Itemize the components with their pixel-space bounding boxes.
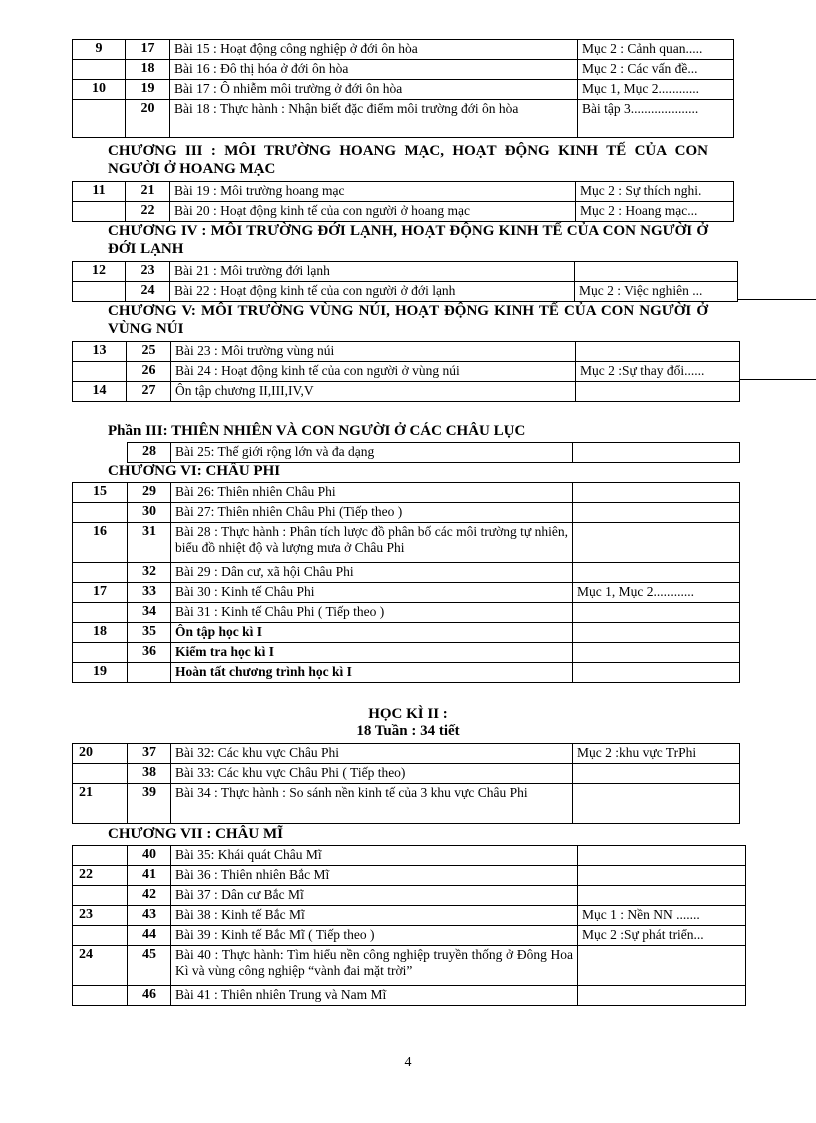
lesson-cell: Bài 30 : Kinh tế Châu Phi xyxy=(171,583,573,603)
period-cell: 17 xyxy=(126,40,170,60)
schedule-table-6 xyxy=(72,482,740,683)
lesson-cell: Bài 27: Thiên nhiên Châu Phi (Tiếp theo ) xyxy=(171,503,573,523)
lesson-cell: Bài 29 : Dân cư, xã hội Châu Phi xyxy=(171,563,573,583)
period-cell: 29 xyxy=(128,483,171,503)
lesson-cell: Bài 39 : Kinh tế Bắc Mĩ ( Tiếp theo ) xyxy=(171,926,578,946)
table-row xyxy=(73,946,746,986)
chapter-heading: CHƯƠNG VII : CHÂU MĨ xyxy=(108,826,283,842)
week-cell xyxy=(73,846,128,866)
chapter-heading: CHƯƠNG IV : MÔI TRƯỜNG ĐỚI LẠNH, HOẠT ĐỘNG KINH TẾ CỦA CON NGƯỜI Ở ĐỚI LẠNH xyxy=(108,223,708,257)
week-cell: 19 xyxy=(73,663,128,683)
lesson-cell: Bài 25: Thế giới rộng lớn và đa dạng xyxy=(171,443,573,463)
week-cell xyxy=(73,503,128,523)
lesson-cell: Bài 24 : Hoạt động kinh tế của con người ở vùng núi xyxy=(171,362,576,382)
week-cell xyxy=(73,100,126,138)
period-cell: 33 xyxy=(128,583,171,603)
table-row xyxy=(73,40,734,60)
note-cell xyxy=(575,262,738,282)
lesson-cell: Bài 32: Các khu vực Châu Phi xyxy=(171,744,573,764)
period-cell: 28 xyxy=(128,443,171,463)
lesson-cell: Bài 33: Các khu vực Châu Phi ( Tiếp theo) xyxy=(171,764,573,784)
note-cell xyxy=(573,443,740,463)
table-row xyxy=(73,60,734,80)
note-cell xyxy=(578,986,746,1006)
lesson-cell: Bài 34 : Thực hành : So sánh nền kinh tế của 3 khu vực Châu Phi xyxy=(171,784,573,824)
week-cell: 13 xyxy=(73,342,127,362)
week-cell: 17 xyxy=(73,583,128,603)
week-cell: 15 xyxy=(73,483,128,503)
period-cell: 39 xyxy=(128,784,171,824)
schedule-table-7 xyxy=(72,743,740,824)
note-cell xyxy=(578,846,746,866)
table-row xyxy=(73,784,740,824)
note-cell xyxy=(573,603,740,623)
week-cell: 20 xyxy=(73,744,128,764)
table-row xyxy=(73,282,738,302)
lesson-cell: Bài 20 : Hoạt động kinh tế của con người ở hoang mạc xyxy=(170,202,576,222)
lesson-cell: Bài 22 : Hoạt động kinh tế của con người ở đới lạnh xyxy=(170,282,575,302)
note-cell: Bài tập 3.................... xyxy=(578,100,734,138)
lesson-cell: Bài 31 : Kinh tế Châu Phi ( Tiếp theo ) xyxy=(171,603,573,623)
period-cell: 25 xyxy=(127,342,171,362)
note-cell xyxy=(573,764,740,784)
period-cell: 19 xyxy=(126,80,170,100)
note-cell xyxy=(578,886,746,906)
schedule-table-2 xyxy=(72,181,734,222)
table-row xyxy=(73,382,740,402)
week-cell xyxy=(73,986,128,1006)
period-cell: 31 xyxy=(128,523,171,563)
note-cell: Mục 1, Mục 2............ xyxy=(578,80,734,100)
note-cell: Mục 2 : Việc nghiên ... xyxy=(575,282,738,302)
note-cell: Mục 2 :khu vực TrPhi xyxy=(573,744,740,764)
note-cell: Mục 2 : Sự thích nghi. xyxy=(576,182,734,202)
lesson-cell: Bài 37 : Dân cư Bắc Mĩ xyxy=(171,886,578,906)
table-row xyxy=(73,663,740,683)
note-cell xyxy=(573,784,740,824)
part-heading: Phần III: THIÊN NHIÊN VÀ CON NGƯỜI Ở CÁC CHÂU LỤC xyxy=(108,423,526,439)
week-cell: 24 xyxy=(73,946,128,986)
table-row xyxy=(128,443,740,463)
table-row xyxy=(73,262,738,282)
period-cell: 45 xyxy=(128,946,171,986)
period-cell: 22 xyxy=(126,202,170,222)
chapter-heading: CHƯƠNG VI: CHÂU PHI xyxy=(108,463,281,479)
semester-subtitle: 18 Tuần : 34 tiết xyxy=(356,723,460,739)
lesson-cell: Bài 38 : Kinh tế Bắc Mĩ xyxy=(171,906,578,926)
table-row xyxy=(73,764,740,784)
week-cell xyxy=(73,603,128,623)
lesson-cell: Bài 40 : Thực hành: Tìm hiểu nền công nghiệp truyền thống ở Đông Hoa Kì và vùng công nghiệp “vành đai mặt trời” xyxy=(171,946,578,986)
week-cell: 18 xyxy=(73,623,128,643)
week-cell: 22 xyxy=(73,866,128,886)
table-row xyxy=(73,342,740,362)
week-cell: 21 xyxy=(73,784,128,824)
table-row xyxy=(73,100,734,138)
table-row xyxy=(73,523,740,563)
table-row xyxy=(73,80,734,100)
week-cell xyxy=(73,643,128,663)
table-row xyxy=(73,563,740,583)
period-cell: 23 xyxy=(126,262,170,282)
week-cell: 14 xyxy=(73,382,127,402)
period-cell: 40 xyxy=(128,846,171,866)
lesson-cell: Bài 35: Khái quát Châu Mĩ xyxy=(171,846,578,866)
page-number: 4 xyxy=(404,1055,412,1070)
note-cell xyxy=(573,623,740,643)
week-cell xyxy=(73,764,128,784)
note-cell: Mục 2 : Cảnh quan..... xyxy=(578,40,734,60)
note-cell xyxy=(576,382,740,402)
note-cell xyxy=(578,866,746,886)
period-cell: 44 xyxy=(128,926,171,946)
table-row xyxy=(73,362,740,382)
table-row xyxy=(73,886,746,906)
week-cell: 10 xyxy=(73,80,126,100)
schedule-table-8 xyxy=(72,845,746,1006)
week-cell: 11 xyxy=(73,182,126,202)
note-cell: Mục 2 : Các vấn đề... xyxy=(578,60,734,80)
lesson-cell: Bài 19 : Môi trường hoang mạc xyxy=(170,182,576,202)
semester-title: HỌC KÌ II : xyxy=(368,706,448,722)
table-row xyxy=(73,583,740,603)
table-row xyxy=(73,866,746,886)
lesson-cell: Bài 17 : Ô nhiễm môi trường ở đới ôn hòa xyxy=(170,80,578,100)
lesson-cell: Bài 21 : Môi trường đới lạnh xyxy=(170,262,575,282)
period-cell: 30 xyxy=(128,503,171,523)
note-cell xyxy=(573,643,740,663)
period-cell: 32 xyxy=(128,563,171,583)
period-cell: 24 xyxy=(126,282,170,302)
period-cell: 34 xyxy=(128,603,171,623)
table-row xyxy=(73,603,740,623)
period-cell: 37 xyxy=(128,744,171,764)
schedule-table-5 xyxy=(127,442,740,463)
note-cell xyxy=(576,342,740,362)
period-cell: 21 xyxy=(126,182,170,202)
week-cell: 23 xyxy=(73,906,128,926)
period-cell: 41 xyxy=(128,866,171,886)
table-row xyxy=(73,986,746,1006)
stray-line xyxy=(739,379,816,380)
period-cell: 35 xyxy=(128,623,171,643)
lesson-cell: Bài 18 : Thực hành : Nhận biết đặc điểm môi trường đới ôn hòa xyxy=(170,100,578,138)
week-cell: 9 xyxy=(73,40,126,60)
lesson-cell: Kiểm tra học kì I xyxy=(171,643,573,663)
lesson-cell: Bài 15 : Hoạt động công nghiệp ở đới ôn hòa xyxy=(170,40,578,60)
note-cell xyxy=(573,663,740,683)
lesson-cell: Bài 28 : Thực hành : Phân tích lược đồ phân bố các môi trường tự nhiên, biểu đồ nhiệt độ và lượng mưa ở Châu Phi xyxy=(171,523,573,563)
period-cell xyxy=(128,663,171,683)
table-row xyxy=(73,503,740,523)
table-row xyxy=(73,182,734,202)
table-row xyxy=(73,483,740,503)
note-cell xyxy=(573,563,740,583)
week-cell xyxy=(73,202,126,222)
lesson-cell: Bài 26: Thiên nhiên Châu Phi xyxy=(171,483,573,503)
schedule-table-4 xyxy=(72,341,740,402)
lesson-cell: Ôn tập học kì I xyxy=(171,623,573,643)
schedule-table-3 xyxy=(72,261,738,302)
week-cell: 16 xyxy=(73,523,128,563)
lesson-cell: Bài 23 : Môi trường vùng núi xyxy=(171,342,576,362)
table-row xyxy=(73,926,746,946)
stray-line xyxy=(737,299,816,300)
lesson-cell: Bài 16 : Đô thị hóa ở đới ôn hòa xyxy=(170,60,578,80)
note-cell: Mục 1, Mục 2............ xyxy=(573,583,740,603)
lesson-cell: Bài 36 : Thiên nhiên Bắc Mĩ xyxy=(171,866,578,886)
week-cell xyxy=(73,886,128,906)
week-cell xyxy=(73,563,128,583)
note-cell xyxy=(573,523,740,563)
period-cell: 38 xyxy=(128,764,171,784)
note-cell xyxy=(578,946,746,986)
week-cell xyxy=(73,926,128,946)
lesson-cell: Ôn tập chương II,III,IV,V xyxy=(171,382,576,402)
lesson-cell: Bài 41 : Thiên nhiên Trung và Nam Mĩ xyxy=(171,986,578,1006)
note-cell: Mục 1 : Nền NN ....... xyxy=(578,906,746,926)
table-row xyxy=(73,623,740,643)
note-cell xyxy=(573,503,740,523)
table-row xyxy=(73,846,746,866)
note-cell: Mục 2 :Sự thay đổi...... xyxy=(576,362,740,382)
table-row xyxy=(73,202,734,222)
period-cell: 26 xyxy=(127,362,171,382)
table-row xyxy=(73,906,746,926)
week-cell xyxy=(73,362,127,382)
week-cell xyxy=(73,282,126,302)
chapter-heading: CHƯƠNG V: MÔI TRƯỜNG VÙNG NÚI, HOẠT ĐỘNG KINH TẾ CỦA CON NGƯỜI Ở VÙNG NÚI xyxy=(108,303,708,337)
table-row xyxy=(73,643,740,663)
period-cell: 46 xyxy=(128,986,171,1006)
week-cell xyxy=(73,60,126,80)
period-cell: 43 xyxy=(128,906,171,926)
period-cell: 20 xyxy=(126,100,170,138)
week-cell: 12 xyxy=(73,262,126,282)
note-cell xyxy=(573,483,740,503)
lesson-cell: Hoàn tất chương trình học kì I xyxy=(171,663,573,683)
chapter-heading: CHƯƠNG III : MÔI TRƯỜNG HOANG MẠC, HOẠT ĐỘNG KINH TẾ CỦA CON NGƯỜI Ở HOANG MẠC xyxy=(108,143,708,177)
table-row xyxy=(73,744,740,764)
note-cell: Mục 2 :Sự phát triển... xyxy=(578,926,746,946)
period-cell: 42 xyxy=(128,886,171,906)
period-cell: 36 xyxy=(128,643,171,663)
note-cell: Mục 2 : Hoang mạc... xyxy=(576,202,734,222)
period-cell: 27 xyxy=(127,382,171,402)
period-cell: 18 xyxy=(126,60,170,80)
schedule-table-1 xyxy=(72,39,734,138)
